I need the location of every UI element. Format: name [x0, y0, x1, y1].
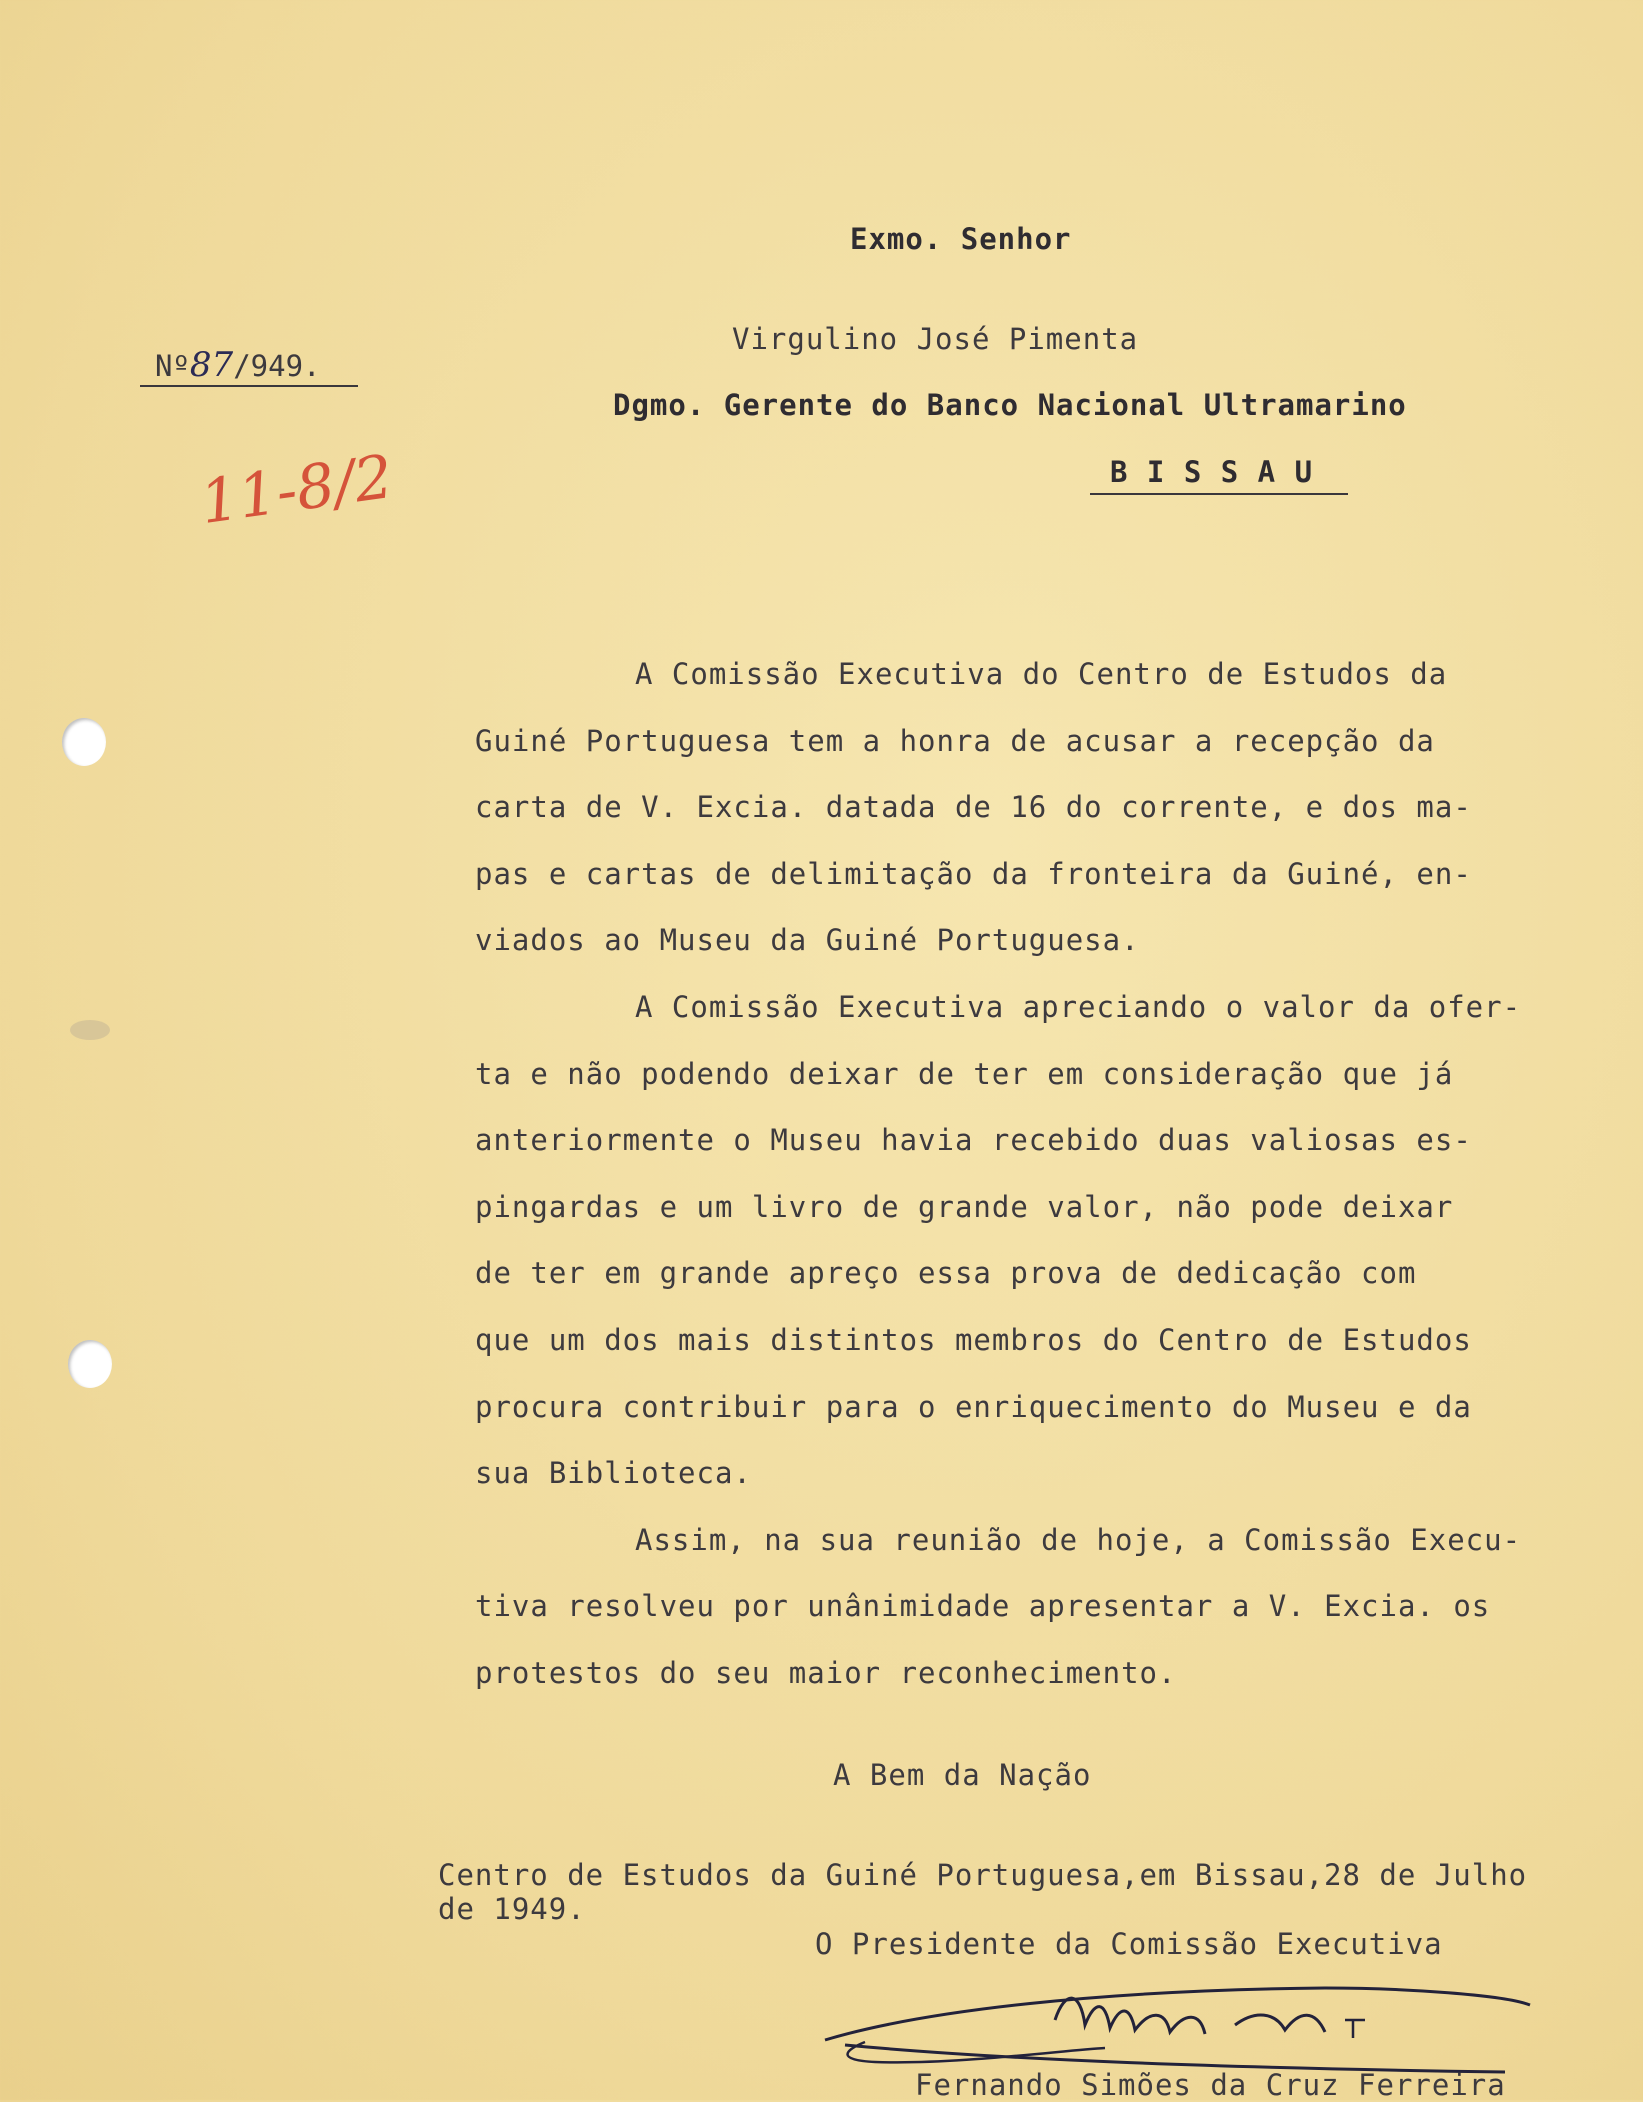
body-line: pas e cartas de delimitação da fronteira da Guiné, en- [475, 856, 1472, 891]
body-line: anteriormente o Museu havia recebido duas valiosas es- [475, 1123, 1472, 1158]
reference-number [155, 345, 321, 385]
recipient-city: B I S S A U [1110, 455, 1314, 489]
body-line: Guiné Portuguesa tem a honra de acusar a recepção da [475, 723, 1435, 758]
paper-crease-mark [70, 1020, 110, 1040]
city-underline [1090, 493, 1348, 495]
punch-hole-top [62, 718, 106, 766]
reference-year: /949. [233, 349, 321, 383]
body-line: tiva resolveu por unânimidade apresentar a V. Excia. os [475, 1589, 1491, 1624]
body-line: sua Biblioteca. [475, 1456, 752, 1491]
closing-formula: A Bem da Nação [833, 1758, 1092, 1792]
signatory-title: O Presidente da Comissão Executiva [815, 1927, 1443, 1961]
punch-hole-bottom [68, 1340, 112, 1388]
salutation: Exmo. Senhor [850, 222, 1072, 256]
recipient-title: Dgmo. Gerente do Banco Nacional Ultramarino [613, 388, 1407, 422]
body-line: de ter em grande apreço essa prova de dedicação com [475, 1256, 1417, 1291]
reference-underline [140, 385, 358, 387]
place-date-line-2: de 1949. [438, 1892, 586, 1926]
signatory-name: Fernando Simões da Cruz Ferreira [915, 2068, 1506, 2102]
body-line: Assim, na sua reunião de hoje, a Comissão Execu- [635, 1522, 1522, 1557]
body-line: pingardas e um livro de grande valor, não pode deixar [475, 1189, 1454, 1224]
body-line: A Comissão Executiva apreciando o valor da ofer- [635, 989, 1522, 1024]
body-line: viados ao Museu da Guiné Portuguesa. [475, 923, 1140, 958]
recipient-name: Virgulino José Pimenta [732, 322, 1139, 356]
body-line: que um dos mais distintos membros do Centro de Estudos [475, 1322, 1472, 1357]
body-line: procura contribuir para o enriquecimento do Museu e da [475, 1389, 1472, 1424]
place-date-line-1: Centro de Estudos da Guiné Portuguesa,em Bissau,28 de Julho [438, 1858, 1528, 1892]
body-line: A Comissão Executiva do Centro de Estudos da [635, 657, 1448, 691]
letter-body [475, 641, 1595, 1707]
body-line: ta e não podendo deixar de ter em consideração que já [475, 1056, 1454, 1091]
body-line: carta de V. Excia. datada de 16 do corrente, e dos ma- [475, 790, 1472, 825]
reference-prefix: Nº [155, 349, 190, 383]
handwritten-annotation: 11-8/2 [196, 441, 398, 539]
reference-handwritten-number: 87 [189, 345, 234, 385]
body-line: protestos do seu maior reconhecimento. [475, 1655, 1177, 1690]
